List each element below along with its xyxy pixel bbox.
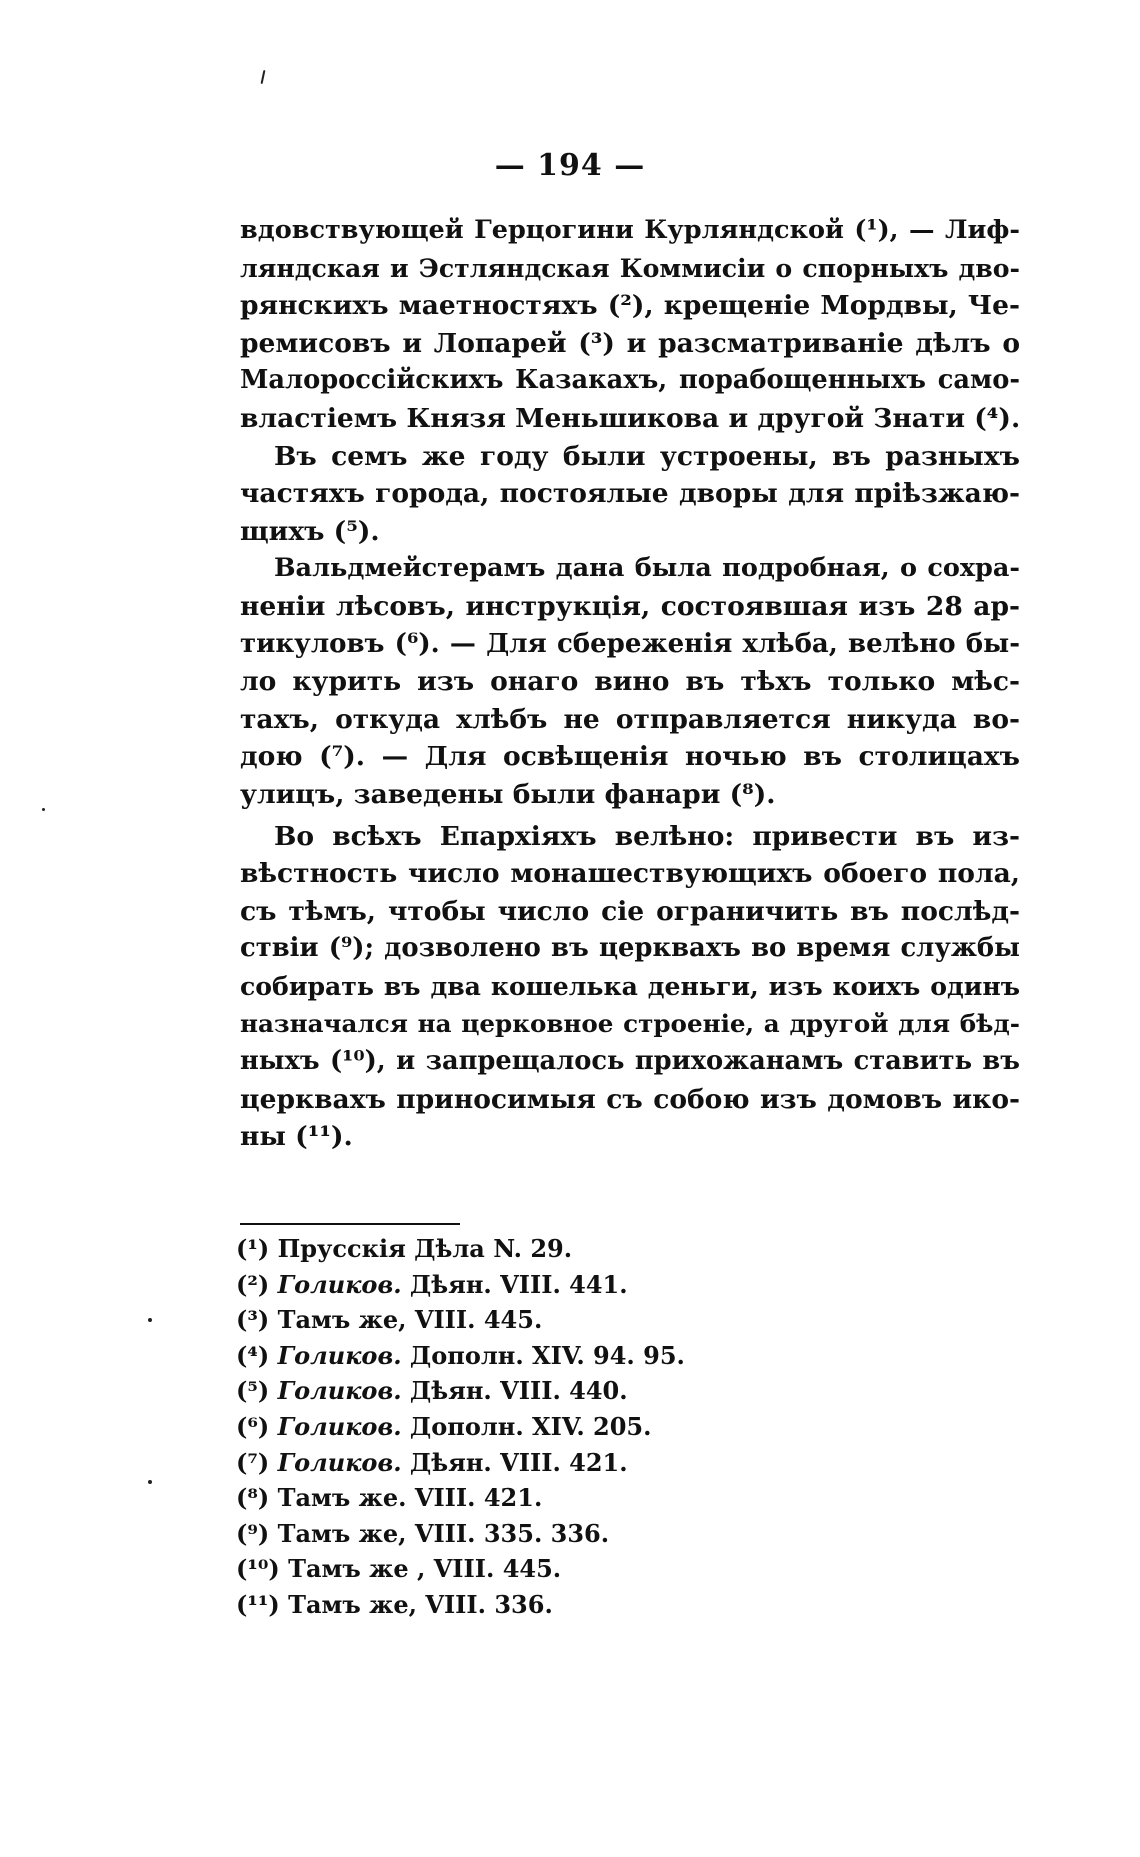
footnote — [236, 1267, 836, 1303]
text-line: дою (⁷). — Для освѣщенія ночью въ столицахъ — [240, 741, 1020, 773]
page-number: — 194 — — [494, 148, 646, 183]
text-line: вдовствующей Герцогини Курляндской (¹), — Лиф- — [240, 215, 1020, 245]
footnote-text: Дѣян. VIII. 421. — [409, 1447, 628, 1477]
paragraph-4 — [240, 818, 1020, 1156]
text-line: ствіи (⁹); дозволено въ церквахъ во время службы — [240, 933, 1020, 964]
text-line: ны (¹¹). — [240, 1121, 353, 1153]
text-line: вѣстность число монашествующихъ обоего пола, — [240, 858, 1020, 890]
ink-speck — [42, 808, 45, 811]
footnote-text: Дѣян. VIII. 441. — [409, 1269, 628, 1299]
text-line: улицъ, заведены были фанари (⁸). — [240, 778, 776, 810]
footnote-text: Дѣян. VIII. 440. — [409, 1376, 628, 1406]
text-line: неніи лѣсовъ, инструкція, состоявшая изъ 28 ар- — [240, 590, 1020, 622]
footnotes — [236, 1231, 836, 1623]
footnote-mark: (³) — [236, 1305, 270, 1335]
footnote — [236, 1231, 836, 1267]
text-line: собирать въ два кошелька деньги, изъ коихъ одинъ — [240, 970, 1020, 1001]
text-line: частяхъ города, постоялые дворы для пріѣзжаю- — [240, 478, 1020, 510]
footnote-divider — [240, 1223, 460, 1225]
footnote — [236, 1302, 836, 1338]
text-line: тикуловъ (⁶). — Для сбереженія хлѣба, велѣно бы- — [240, 628, 1020, 659]
footnote-text: Тамъ же, VIII. 445. — [277, 1305, 543, 1335]
footnote-mark: (⁷) — [236, 1447, 270, 1477]
footnote-author: Голиков. — [277, 1376, 402, 1406]
footnote-text: Тамъ же. VIII. 421. — [277, 1483, 543, 1513]
text-line: Во всѣхъ Епархіяхъ велѣно: привести въ из- — [274, 820, 1020, 852]
footnote-text: Тамъ же, VIII. 336. — [288, 1589, 553, 1619]
footnote — [236, 1551, 836, 1587]
ink-speck — [261, 70, 266, 84]
footnote-mark: (⁹) — [236, 1518, 270, 1548]
footnote-mark: (¹⁰) — [236, 1554, 280, 1584]
footnote-mark: (⁴) — [236, 1340, 270, 1370]
footnote — [236, 1480, 836, 1516]
text-line: тахъ, откуда хлѣбъ не отправляется никуда во- — [240, 703, 1020, 735]
ink-speck — [148, 1480, 152, 1484]
paragraph-1 — [240, 212, 1020, 438]
footnote-text: Прусскія Дѣла N. 29. — [277, 1234, 573, 1263]
footnote-text: Тамъ же, VIII. 335. 336. — [277, 1518, 610, 1548]
text-line: съ тѣмъ, чтобы число сіе ограничить въ послѣд- — [240, 895, 1020, 927]
footnote-author: Голиков. — [277, 1447, 402, 1477]
paragraph-3 — [240, 550, 1020, 813]
footnote — [236, 1516, 836, 1552]
main-text — [240, 212, 1020, 1156]
footnote-text: Дополн. XIV. 94. 95. — [409, 1340, 685, 1370]
text-line: ло курить изъ онаго вино въ тѣхъ только мѣс- — [240, 666, 1020, 698]
text-line: назначался на церковное строеніе, а другой для бѣд- — [240, 1009, 1020, 1039]
footnote-mark: (²) — [236, 1269, 270, 1299]
text-line: властіемъ Князя Меньшикова и другой Знати (⁴). — [240, 402, 1021, 434]
text-line: ремисовъ и Лопарей (³) и разсматриваніе дѣлъ о — [240, 327, 1020, 359]
footnote-text: Дополн. XIV. 205. — [409, 1411, 652, 1441]
text-line: ныхъ (¹⁰), и запрещалось прихожанамъ ставить въ — [240, 1046, 1020, 1077]
text-line: церквахъ приносимыя съ собою изъ домовъ ико- — [240, 1083, 1020, 1115]
footnote-text: Тамъ же , VIII. 445. — [288, 1554, 562, 1584]
footnote-mark: (⁸) — [236, 1483, 270, 1513]
ink-speck — [148, 1318, 152, 1322]
footnote — [236, 1409, 836, 1445]
footnote-author: Голиков. — [277, 1340, 402, 1370]
footnote — [236, 1587, 836, 1623]
footnote-mark: (¹) — [236, 1234, 270, 1263]
footnote-author: Голиков. — [277, 1269, 402, 1299]
paragraph-2 — [240, 438, 1020, 551]
footnote-author: Голиков. — [277, 1411, 402, 1441]
text-line: щихъ (⁵). — [240, 515, 380, 547]
text-line: Вальдмейстерамъ дана была подробная, о сохра- — [274, 553, 1020, 584]
text-line: ляндская и Эстляндская Коммисіи о спорныхъ дво- — [240, 252, 1020, 283]
text-line: Въ семъ же году были устроены, въ разныхъ — [274, 440, 1020, 472]
footnote — [236, 1373, 836, 1409]
footnote-mark: (⁶) — [236, 1411, 270, 1441]
text-line: Малороссійскихъ Казакахъ, порабощенныхъ само- — [240, 365, 1020, 396]
text-line: рянскихъ маетностяхъ (²), крещеніе Мордвы, Че- — [240, 290, 1020, 322]
footnote — [236, 1445, 836, 1481]
footnote-mark: (⁵) — [236, 1376, 270, 1406]
footnote — [236, 1338, 836, 1374]
footnote-mark: (¹¹) — [236, 1589, 280, 1619]
